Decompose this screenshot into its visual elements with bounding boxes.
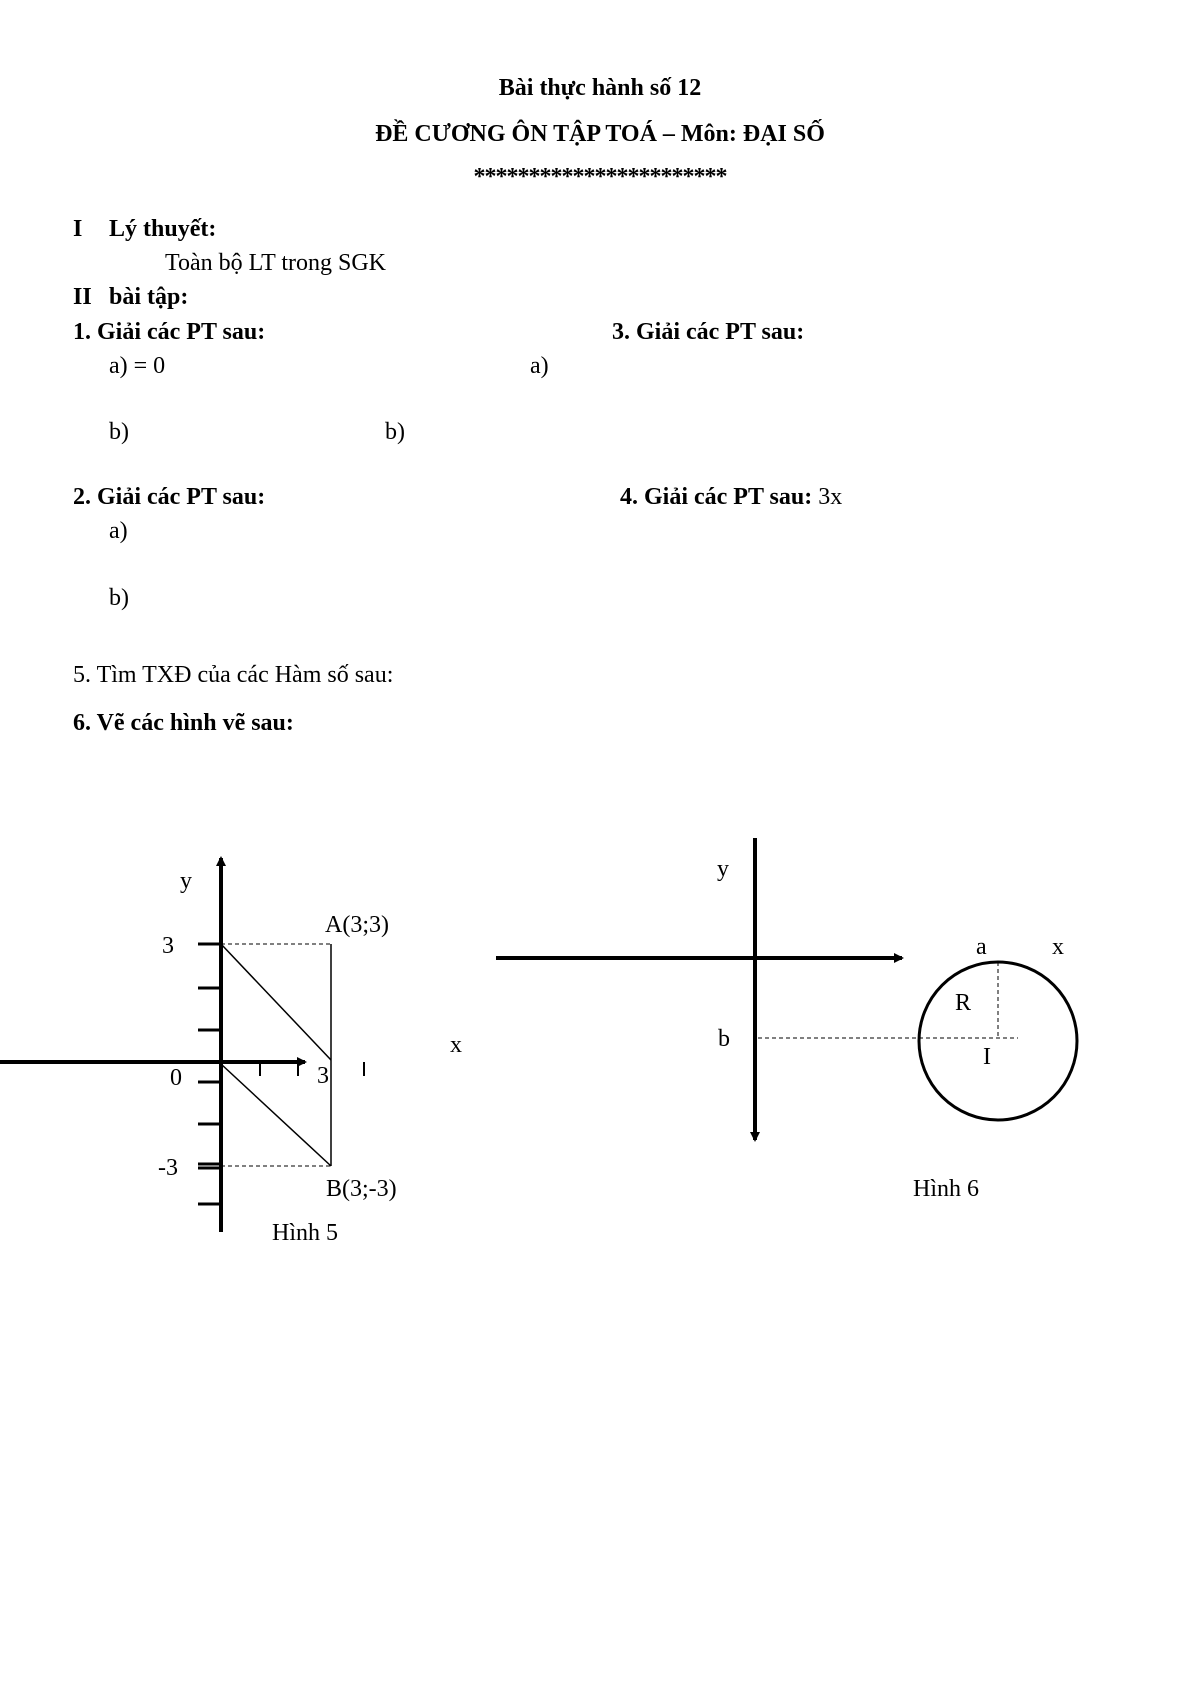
exercise-1-a: a) = 0 [109, 353, 166, 379]
exercise-1-b: b) [109, 419, 129, 445]
section-ii-heading: bài tập: [109, 284, 189, 310]
fig5-x-label: x [450, 1032, 462, 1058]
page-title: Bài thực hành số 12 [498, 75, 702, 101]
exercise-5: 5. Tìm TXĐ của các Hàm số sau: [73, 662, 394, 688]
section-i-number: I [73, 216, 83, 242]
exercise-2-title: 2. Giải các PT sau: [73, 484, 266, 510]
fig5-x-ticks [260, 1062, 364, 1076]
fig5-caption: Hình 5 [272, 1220, 338, 1246]
exercise-6-title: 6. Vẽ các hình vẽ sau: [73, 710, 294, 736]
exercise-3-a: a) [530, 353, 549, 379]
fig6-b-label: b [718, 1026, 730, 1052]
fig5-upper-diagonal [221, 944, 331, 1060]
section-i-heading: Lý thuyết: [109, 216, 217, 242]
section-ii-number: II [73, 284, 92, 310]
fig6-x-label: x [1052, 934, 1064, 960]
fig5-label-3: 3 [162, 933, 174, 959]
fig5-x-tick-label: 3 [317, 1063, 329, 1089]
fig5-origin-label: 0 [170, 1065, 182, 1091]
figure-6 [496, 838, 1077, 1202]
theory-body: Toàn bộ LT trong SGK [165, 250, 386, 276]
exercise-2-b: b) [109, 585, 129, 611]
exercise-4-suffix: 3x [818, 484, 843, 510]
fig5-lower-diagonal [221, 1064, 331, 1166]
fig5-y-ticks [198, 944, 221, 1204]
exercise-4-title: 4. Giải các PT sau: [620, 484, 813, 510]
fig6-y-label: y [717, 856, 729, 882]
fig6-a-label: a [976, 934, 987, 960]
fig5-point-b: B(3;-3) [326, 1176, 397, 1202]
fig6-r-label: R [955, 990, 972, 1016]
fig5-y-label: y [180, 868, 192, 894]
fig5-point-a: A(3;3) [325, 912, 389, 938]
exercise-3-b: b) [385, 419, 405, 445]
star-divider: *********************** [473, 164, 727, 190]
page-subtitle: ĐỀ CƯƠNG ÔN TẬP TOÁ – Môn: ĐẠI SỐ [375, 121, 825, 147]
fig5-label-neg3: -3 [158, 1155, 178, 1181]
figure-5 [0, 858, 462, 1246]
fig6-i-label: I [983, 1044, 991, 1070]
exercise-3-title: 3. Giải các PT sau: [612, 319, 805, 345]
exercise-1-title: 1. Giải các PT sau: [73, 319, 266, 345]
fig6-caption: Hình 6 [913, 1176, 979, 1202]
exercise-2-a: a) [109, 518, 128, 544]
